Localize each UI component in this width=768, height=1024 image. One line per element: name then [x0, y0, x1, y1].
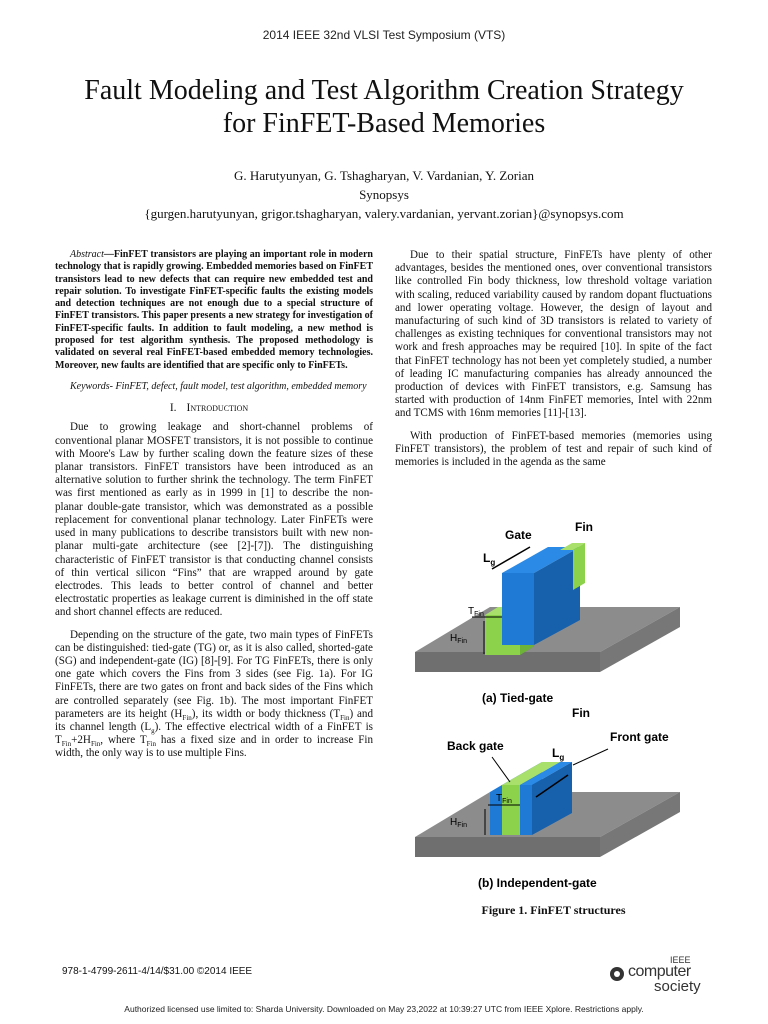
author-affiliation: Synopsys [359, 187, 409, 202]
substrate-b-front [415, 837, 600, 857]
label-tfin-b-sub: Fin [502, 798, 512, 805]
label-fin-a: Fin [575, 520, 593, 534]
label-hfin-a-main: H [450, 633, 458, 644]
abstract-dash: — [103, 249, 114, 260]
logo-main-text: computer [628, 963, 691, 980]
label-front-gate: Front gate [610, 730, 669, 744]
p2-text-c: ) and its channel length (L [55, 707, 374, 733]
back-gate-pointer [492, 757, 510, 782]
p2-text-d: ). The effective electrical width of a FinFET is T [55, 720, 373, 747]
title-line-1: Fault Modeling and Test Algorithm Creation Strategy [84, 75, 684, 106]
label-hfin-b-sub: Fin [457, 822, 467, 829]
label-lg-b [552, 746, 564, 762]
footer-copyright: 978-1-4799-2611-4/14/$31.00 ©2014 IEEE [62, 966, 253, 977]
section-heading-introduction [55, 402, 373, 415]
right-paragraph-1: Due to their spatial structure, FinFETs have plenty of other advantages, besides the mentioned ones, over conventional transistors like controlled Fin body thickness, low threshold voltage variation with scaling, reduced variability caused by random dopant fluctuations and lower operating voltage. However, the design of layout and manufacturing of such kind of 3D transistors is related to variety of challenges as existing techniques for conventional transistors may not work and fresh approaches may be required [10]. In spite of the fact that FinFET technology has not been yet completely studied, a number of leading IC manufacturing companies has already announced the production of devices with FinFET transistors, e.g. Samsung has started with production of 14nm FinFET memories, Intel with 22nm and TCMS with 16nm memories [11]-[13]. [395, 249, 712, 420]
section-number: I. [169, 402, 177, 415]
p2-text-f: , where T [100, 734, 147, 747]
p2-sub-5: Fin [90, 740, 101, 749]
abstract [55, 249, 373, 372]
right-column [395, 249, 712, 478]
label-lg-a-main: L [483, 551, 491, 565]
p2-sub-6: Fin [146, 740, 156, 749]
p2-sub-3: g [151, 727, 155, 736]
caption-b: (b) Independent-gate [478, 876, 597, 890]
label-lg-a-sub: g [490, 558, 496, 567]
label-hfin-a-sub: Fin [457, 638, 467, 645]
fin-a-back [573, 543, 585, 590]
label-fin-b: Fin [572, 706, 590, 720]
keywords: Keywords- FinFET, defect, fault model, test algorithm, embedded memory [70, 380, 367, 392]
conference-header: 2014 IEEE 32nd VLSI Test Symposium (VTS) [262, 28, 506, 42]
label-tfin-a-sub: Fin [474, 611, 484, 618]
label-tfin-a [468, 606, 484, 618]
computer-society-logo [610, 955, 720, 995]
independent-gate-diagram [415, 749, 680, 857]
label-tfin-b-main: T [496, 793, 503, 804]
p2-sub-2: Fin [340, 713, 350, 722]
gate-a-front [502, 573, 534, 645]
p2-text-e: +2H [71, 734, 91, 747]
label-tfin-a-main: T [468, 606, 475, 617]
label-lg-b-main: L [552, 746, 560, 760]
figure-caption: Figure 1. FinFET structures [481, 903, 626, 917]
p2-text-a: Depending on the structure of the gate, two main types of FinFETs can be distinguished: tied-gate (TG) or, as it is also called, shorted-gate (SG) and independent-gate (IG) [8]-[9]. For TG FinFETs, there is only one gate which covers the Fins from 3 sides (see Fig. 1a). For IG FinFETs, there are two gates on front and back sides of the Fins which are controlled separately (see Fig. 1b). The most important FinFET parameters are its height (H [55, 628, 373, 720]
logo-ieee-text: IEEE [670, 955, 691, 965]
caption-a: (a) Tied-gate [482, 691, 554, 705]
abstract-lead: Abstract [70, 249, 104, 260]
front-gate-front [520, 785, 532, 835]
label-lg-b-sub: g [559, 753, 565, 762]
intro-paragraph-2 [55, 629, 373, 761]
license-notice: Authorized licensed use limited to: Sharda University. Downloaded on May 23,2022 at 10:39:27 UTC from IEEE Xplore. Restrictions apply. [124, 1004, 644, 1014]
tied-gate-diagram [415, 543, 680, 672]
finfet-figure [410, 517, 690, 917]
author-emails[interactable]: {gurgen.harutyunyan, grigor.tshagharyan, valery.vardanian, yervant.zorian}@synopsys.com [144, 206, 624, 221]
p2-sub-1: Fin [182, 713, 192, 722]
p2-sub-4: Fin [61, 740, 72, 749]
computer-society-logo-icon [610, 967, 624, 981]
paper-title [40, 74, 728, 140]
label-lg-a [483, 551, 495, 567]
p2-text-g: has a fixed size and in order to increase Fin width, the only way is to use multiple Fins. [55, 734, 373, 760]
author-block [0, 166, 768, 223]
p2-text-b: ), its width or body thickness (T [191, 707, 341, 720]
fin-b-front [502, 785, 520, 835]
abstract-text: FinFET transistors are playing an important role in modern technology that is rapidly growing. Embedded memories based on FinFET transistors lead to new defects that can require new embedded test and repair solution. To investigate FinFET-specific faults the existing models and detection techniques are not enough due to a special structure of FinFET transistors. This paper presents a new strategy for investigation of FinFET-specific faults. In addition to fault modeling, a new method is proposed for test algorithm synthesis. The proposed methodology is validated on several real FinFET-based embedded memory technologies. Moreover, new faults are identified that are specific only to FinFETs. [55, 249, 373, 371]
intro-paragraph-1: Due to growing leakage and short-channel problems of conventional planar MOSFET transistors, it is not possible to continue with Moore's Law by further scaling down the feature sizes of these planar transistors. FinFET transistors have been introduced as an alternative solution to further shrink the technology. The term FinFET was first mentioned as early as in 1999 in [1] to describe the non-planar double-gate transistor, which was demonstrated as a possible replacement for conventional planar technology. Later FinFETs were used in many publications to describe transistors built with new non-planar multi-gate architecture (see [2]-[7]). The distinguishing characteristic of FinFET transistor is that conducting channel consists of thin vertical silicon “Fins” that are wrapped around by gate electrodes. This leads to better control of channel and better electrostatic properties as leakage current is diminished in the off state and short channel effects are reduced. [55, 421, 373, 619]
author-names: G. Harutyunyan, G. Tshagharyan, V. Vardanian, Y. Zorian [234, 168, 534, 183]
front-gate-pointer [573, 749, 608, 765]
label-gate-a: Gate [505, 528, 532, 542]
right-paragraph-2: With production of FinFET-based memories (memories using FinFET transistors), the problem of test and repair of such kind of memories is included in the agenda as the same [395, 429, 712, 469]
left-column [55, 249, 373, 770]
label-back-gate: Back gate [447, 739, 504, 753]
section-title: Introduction [186, 402, 249, 415]
logo-sub-text: society [654, 978, 701, 995]
title-line-2: for FinFET-Based Memories [222, 108, 546, 139]
label-hfin-b-main: H [450, 817, 458, 828]
